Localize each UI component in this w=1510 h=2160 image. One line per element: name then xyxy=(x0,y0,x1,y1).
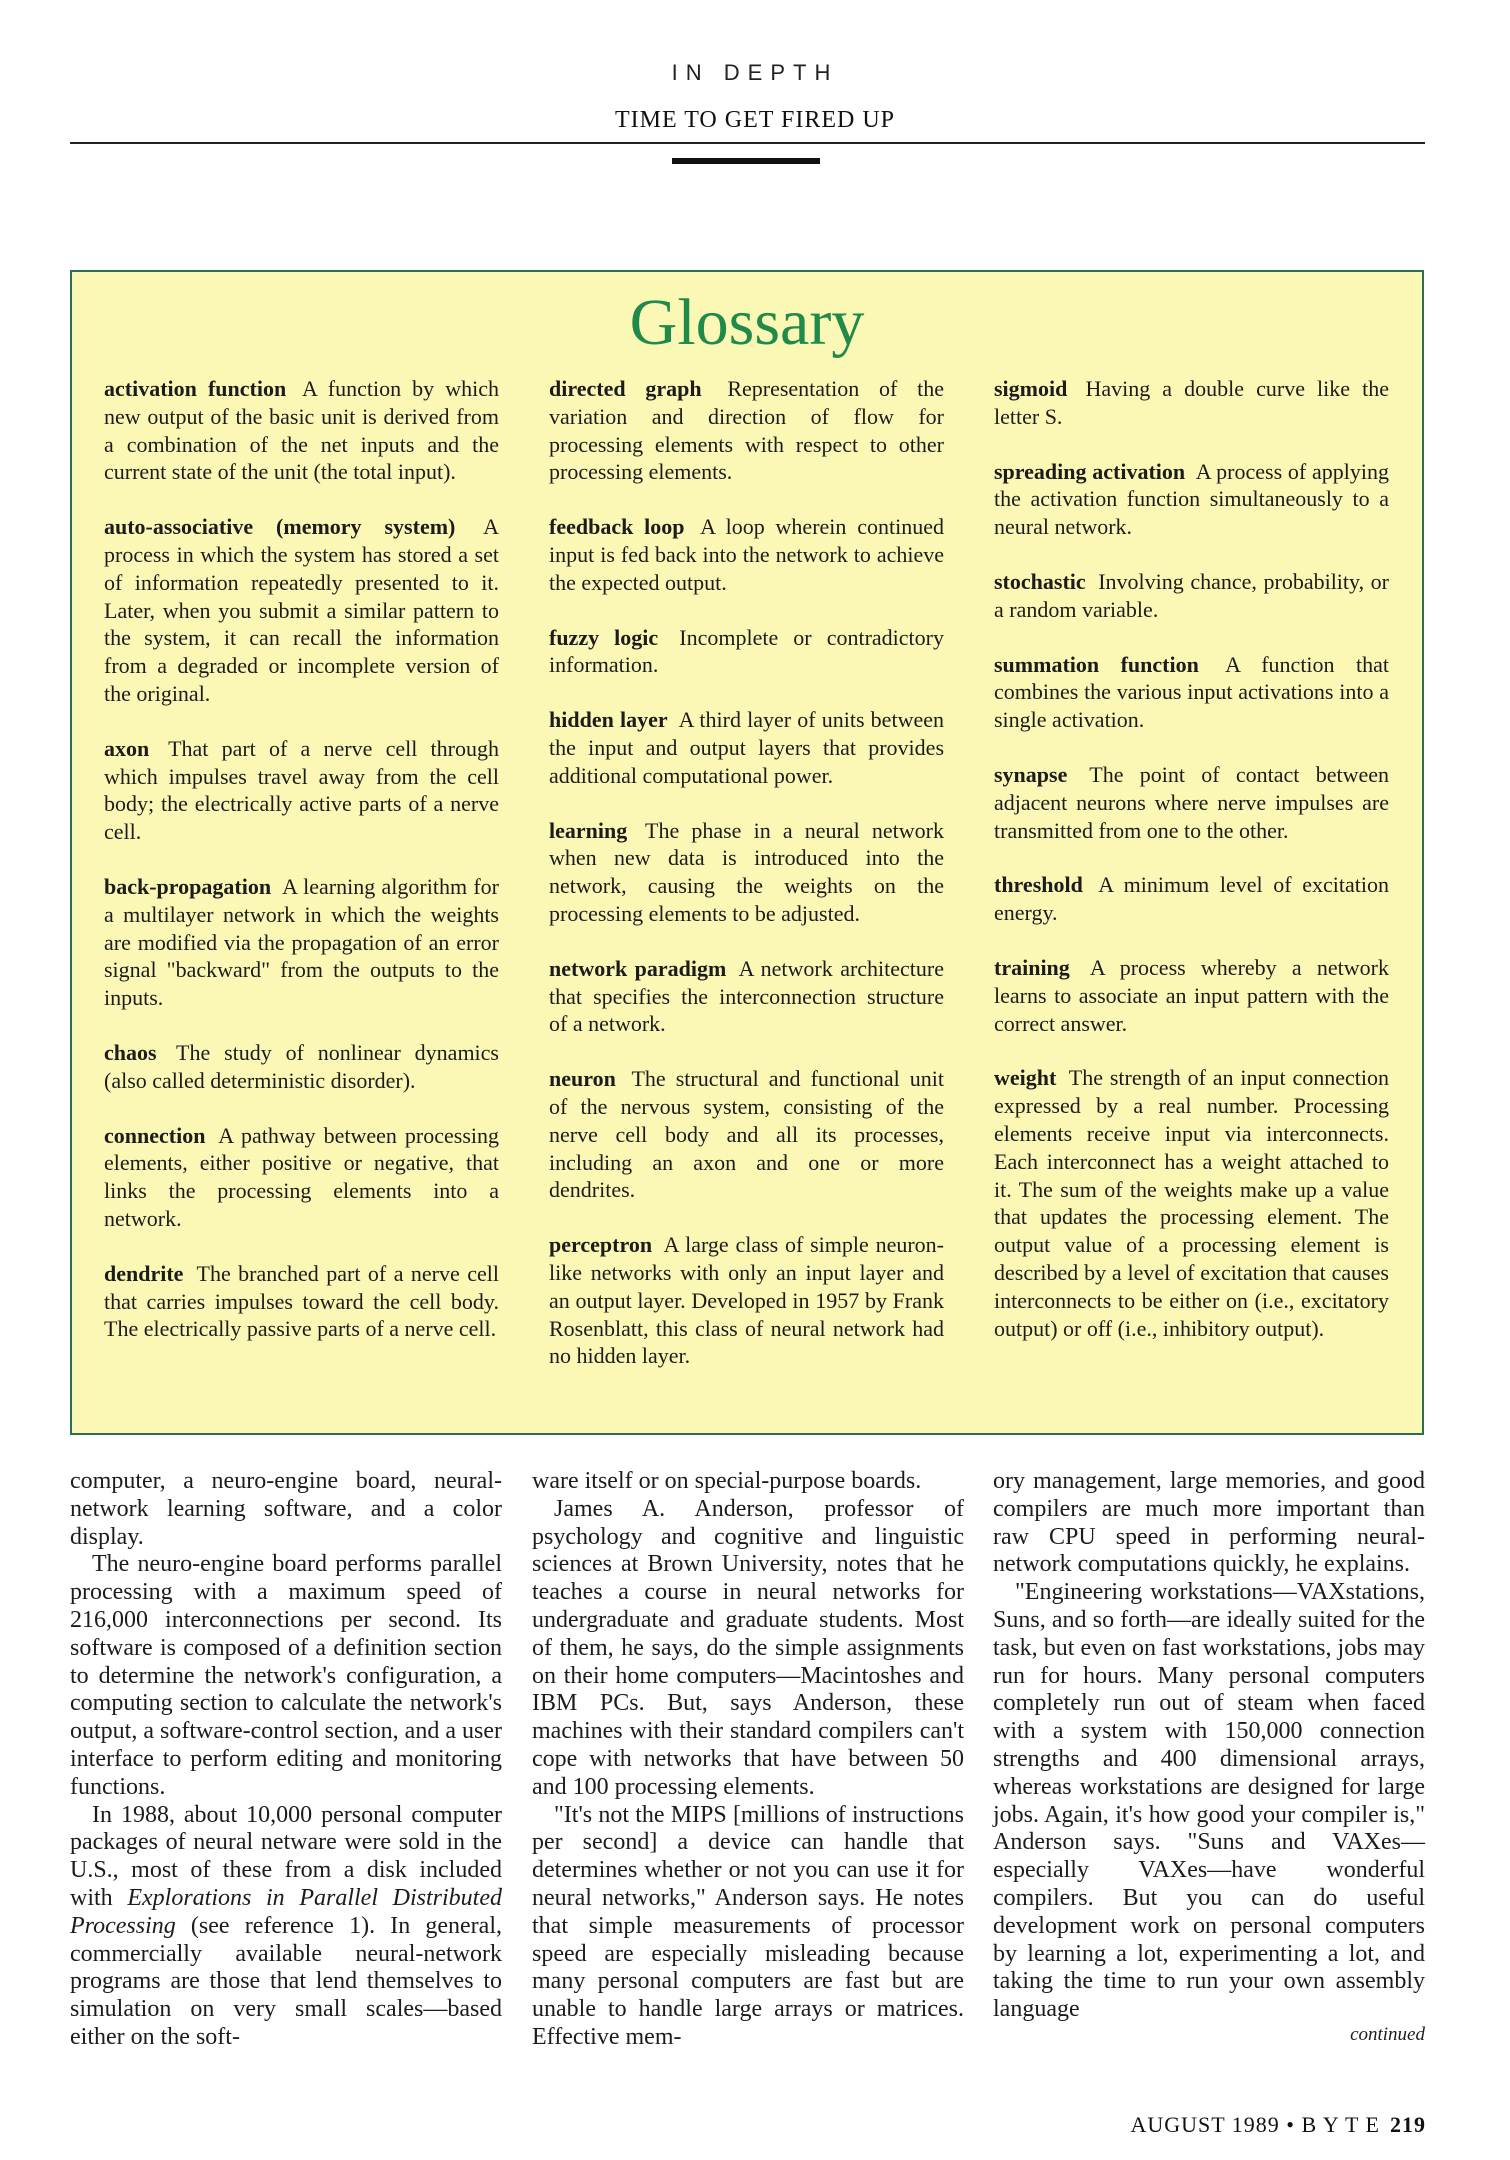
book-title: Explorations in Parallel Distributed Processing xyxy=(70,1884,503,1939)
paragraph: The neuro-engine board performs parallel processing with a maximum speed of 216,000 interconnections per second. Its software is composed of a definition section to determine the network's configuration, a computing section to calculate the network's output, a software-control section, and a user interface to perform editing and monitoring functions. xyxy=(70,1551,502,1800)
paragraph: "It's not the MIPS [millions of instructions per second] a device can handle that determines whether or not you can use it for neural networks," Anderson says. He notes that simple measurements of processor speed are especially misleading because many personal computers are fast but are unable to handle large arrays or matrices. Effective mem- xyxy=(532,1801,964,2050)
glossary-term: axon xyxy=(104,735,150,761)
glossary-entry xyxy=(549,706,944,789)
header-rule xyxy=(70,142,1425,144)
glossary-definition: A process whereby a network learns to associate an input pattern with the correct answer. xyxy=(994,954,1389,1036)
glossary-entry xyxy=(994,1064,1389,1342)
glossary-term: training xyxy=(994,954,1070,980)
glossary-entry xyxy=(104,375,499,486)
paragraph-text: In 1988, about 10,000 personal computer packages of neural netware were sold in the U.S., most of these from a disk included with xyxy=(70,1801,502,1911)
paragraph xyxy=(70,1802,502,2052)
glossary-definition: The study of nonlinear dynamics (also called deterministic disorder). xyxy=(104,1039,499,1093)
article-column-1 xyxy=(70,1468,502,2052)
glossary-definition: A process in which the system has stored a set of information repeatedly presented to it. Later, when you submit a similar pattern to the system, it can recall the information from a degraded or incomplete version of the original. xyxy=(104,514,499,706)
glossary-definition: Representation of the variation and direction of flow for processing elements with respect to other processing elements. xyxy=(549,376,944,485)
glossary-term: threshold xyxy=(994,872,1083,898)
glossary-entry xyxy=(549,375,944,486)
glossary-entry xyxy=(549,955,944,1038)
glossary-entry xyxy=(994,375,1389,431)
glossary-term: activation function xyxy=(104,376,287,401)
glossary-term: summation function xyxy=(994,651,1199,677)
glossary-term: spreading activation xyxy=(994,458,1186,484)
glossary-definition: The phase in a neural network when new data is introduced into the network, causing the weights on the processing elements to be adjusted. xyxy=(549,817,944,926)
glossary-definition: The strength of an input connection expressed by a real number. Processing elements receive input via interconnects. Each interconnect has a weight attached to it. The sum of the weights make up a value that updates the processing element. The output value of a processing element is described by a level of excitation that causes interconnects to be either on (i.e., excitatory output) or off (i.e., inhibitory output). xyxy=(994,1065,1389,1341)
glossary-entry xyxy=(104,735,499,846)
glossary-title: Glossary xyxy=(629,286,865,359)
paragraph: James A. Anderson, professor of psychology and cognitive and linguistic sciences at Brown University, notes that he teaches a course in neural networks for undergraduate and graduate students. Most of them, he says, do the simple assignments on their home computers—Macintoshes and IBM PCs. But, says Anderson, these machines with their standard compilers can't cope with networks that have between 50 and 100 processing elements. xyxy=(532,1495,964,1800)
glossary-entry xyxy=(549,513,944,596)
glossary-term: feedback loop xyxy=(549,514,685,540)
glossary-entry xyxy=(104,1260,499,1343)
glossary-term: perceptron xyxy=(549,1232,653,1258)
paragraph-text: (see reference 1). In general, commercially available neural-network programs are those that lend themselves to simulation on very small scales—based either on the soft- xyxy=(70,1912,502,2050)
glossary-term: neuron xyxy=(549,1066,616,1092)
glossary-term: network paradigm xyxy=(549,955,727,981)
glossary-term: weight xyxy=(994,1065,1057,1091)
glossary-entry xyxy=(104,1122,499,1233)
page-footer xyxy=(1130,2112,1426,2138)
glossary-entry xyxy=(549,1231,944,1370)
glossary-definition: The structural and functional unit of the nervous system, consisting of the nerve cell body and all its processes, including an axon and one or more dendrites. xyxy=(549,1066,944,1203)
glossary-definition: The point of contact between adjacent neurons where nerve impulses are transmitted from one to the other. xyxy=(994,761,1389,843)
glossary-definition: Involving chance, probability, or a random variable. xyxy=(994,568,1390,622)
glossary-definition: Having a double curve like the letter S. xyxy=(994,376,1389,429)
glossary-column-1 xyxy=(104,375,499,1370)
glossary-definition: A learning algorithm for a multilayer network in which the weights are modified via the propagation of an error signal "backward" from the outputs to the inputs. xyxy=(104,873,499,1011)
glossary-definition: A function by which new output of the basic unit is derived from a combination of the net inputs and the current state of the unit (the total input). xyxy=(104,376,499,485)
paragraph: ory management, large memories, and good compilers are much more important than raw CPU speed in performing neural-network computations quickly, he explains. xyxy=(993,1468,1425,1578)
glossary-term: auto-associative (memory system) xyxy=(104,514,456,540)
glossary-entry xyxy=(549,1065,944,1204)
glossary-term: directed graph xyxy=(549,376,702,401)
glossary-entry xyxy=(104,513,499,708)
glossary-entry xyxy=(994,568,1389,624)
glossary-definition: A third layer of units between the input and output layers that provides additional computational power. xyxy=(549,707,944,788)
glossary-column-2 xyxy=(549,375,944,1397)
glossary-entry xyxy=(994,761,1389,844)
glossary-definition: A network architecture that specifies the interconnection structure of a network. xyxy=(549,955,945,1037)
issue-label: AUGUST 1989 • B Y T E xyxy=(1130,2112,1380,2137)
glossary-definition: The branched part of a nerve cell that carries impulses toward the cell body. The electrically passive parts of a nerve cell. xyxy=(104,1260,499,1342)
article-column-2 xyxy=(532,1468,964,2052)
glossary-term: hidden layer xyxy=(549,707,668,733)
glossary-entry xyxy=(549,624,944,680)
glossary-term: learning xyxy=(549,817,628,843)
glossary-entry xyxy=(104,873,499,1012)
glossary-entry xyxy=(994,651,1389,734)
glossary-entry xyxy=(104,1039,499,1095)
glossary-term: chaos xyxy=(104,1039,157,1065)
glossary-definition: A minimum level of excitation energy. xyxy=(994,872,1389,926)
glossary-definition: A process of applying the activation function simultaneously to a neural network. xyxy=(994,458,1390,540)
glossary-box xyxy=(70,270,1424,1435)
glossary-term: synapse xyxy=(994,761,1068,787)
glossary-definition: A pathway between processing elements, either positive or negative, that links the processing elements into a network. xyxy=(104,1122,499,1231)
continued-label: continued xyxy=(1350,2023,1425,2045)
glossary-definition: A loop wherein continued input is fed back into the network to achieve the expected output. xyxy=(549,514,944,595)
glossary-term: back-propagation xyxy=(104,873,272,899)
glossary-definition: A large class of simple neuron-like networks with only an input layer and an output layer. Developed in 1957 by Frank Rosenblatt, this class of neural network had no hidden layer. xyxy=(549,1232,944,1369)
glossary-entry xyxy=(994,458,1389,541)
paragraph: computer, a neuro-engine board, neural-network learning software, and a color display. xyxy=(70,1468,502,1550)
glossary-term: fuzzy logic xyxy=(549,624,659,650)
glossary-entry xyxy=(549,817,944,928)
glossary-definition: That part of a nerve cell through which impulses travel away from the cell body; the electrically active parts of a nerve cell. xyxy=(104,735,499,845)
article-column-3 xyxy=(993,1468,1425,2046)
paragraph: "Engineering workstations—VAXstations, Suns, and so forth—are ideally suited for the task, but even on fast workstations, jobs may run for hours. Many personal computers completely run out of steam when faced with a system with 150,000 connection strengths and 400 dimensional arrays, whereas workstations are designed for large jobs. Again, it's how good your compiler is," Anderson says. "Suns and VAXes—especially VAXes—have wonderful compilers. But you can do useful development work on personal computers by learning a lot, experimenting a lot, and taking the time to run your own assembly language xyxy=(993,1579,1425,2023)
section-label: IN DEPTH xyxy=(671,60,839,85)
header-bar xyxy=(672,158,820,164)
running-title: TIME TO GET FIRED UP xyxy=(614,107,895,133)
glossary-term: sigmoid xyxy=(994,376,1068,401)
glossary-column-3 xyxy=(994,375,1389,1369)
glossary-term: stochastic xyxy=(994,568,1086,594)
glossary-term: dendrite xyxy=(104,1260,184,1286)
glossary-definition: A function that combines the various input activations into a single activation. xyxy=(994,651,1390,733)
glossary-entry xyxy=(994,871,1389,927)
glossary-term: connection xyxy=(104,1122,206,1148)
glossary-entry xyxy=(994,954,1389,1037)
paragraph: ware itself or on special-purpose boards. xyxy=(532,1468,922,1494)
page-number: 219 xyxy=(1390,2112,1426,2137)
glossary-definition: Incomplete or contradictory information. xyxy=(549,624,944,678)
